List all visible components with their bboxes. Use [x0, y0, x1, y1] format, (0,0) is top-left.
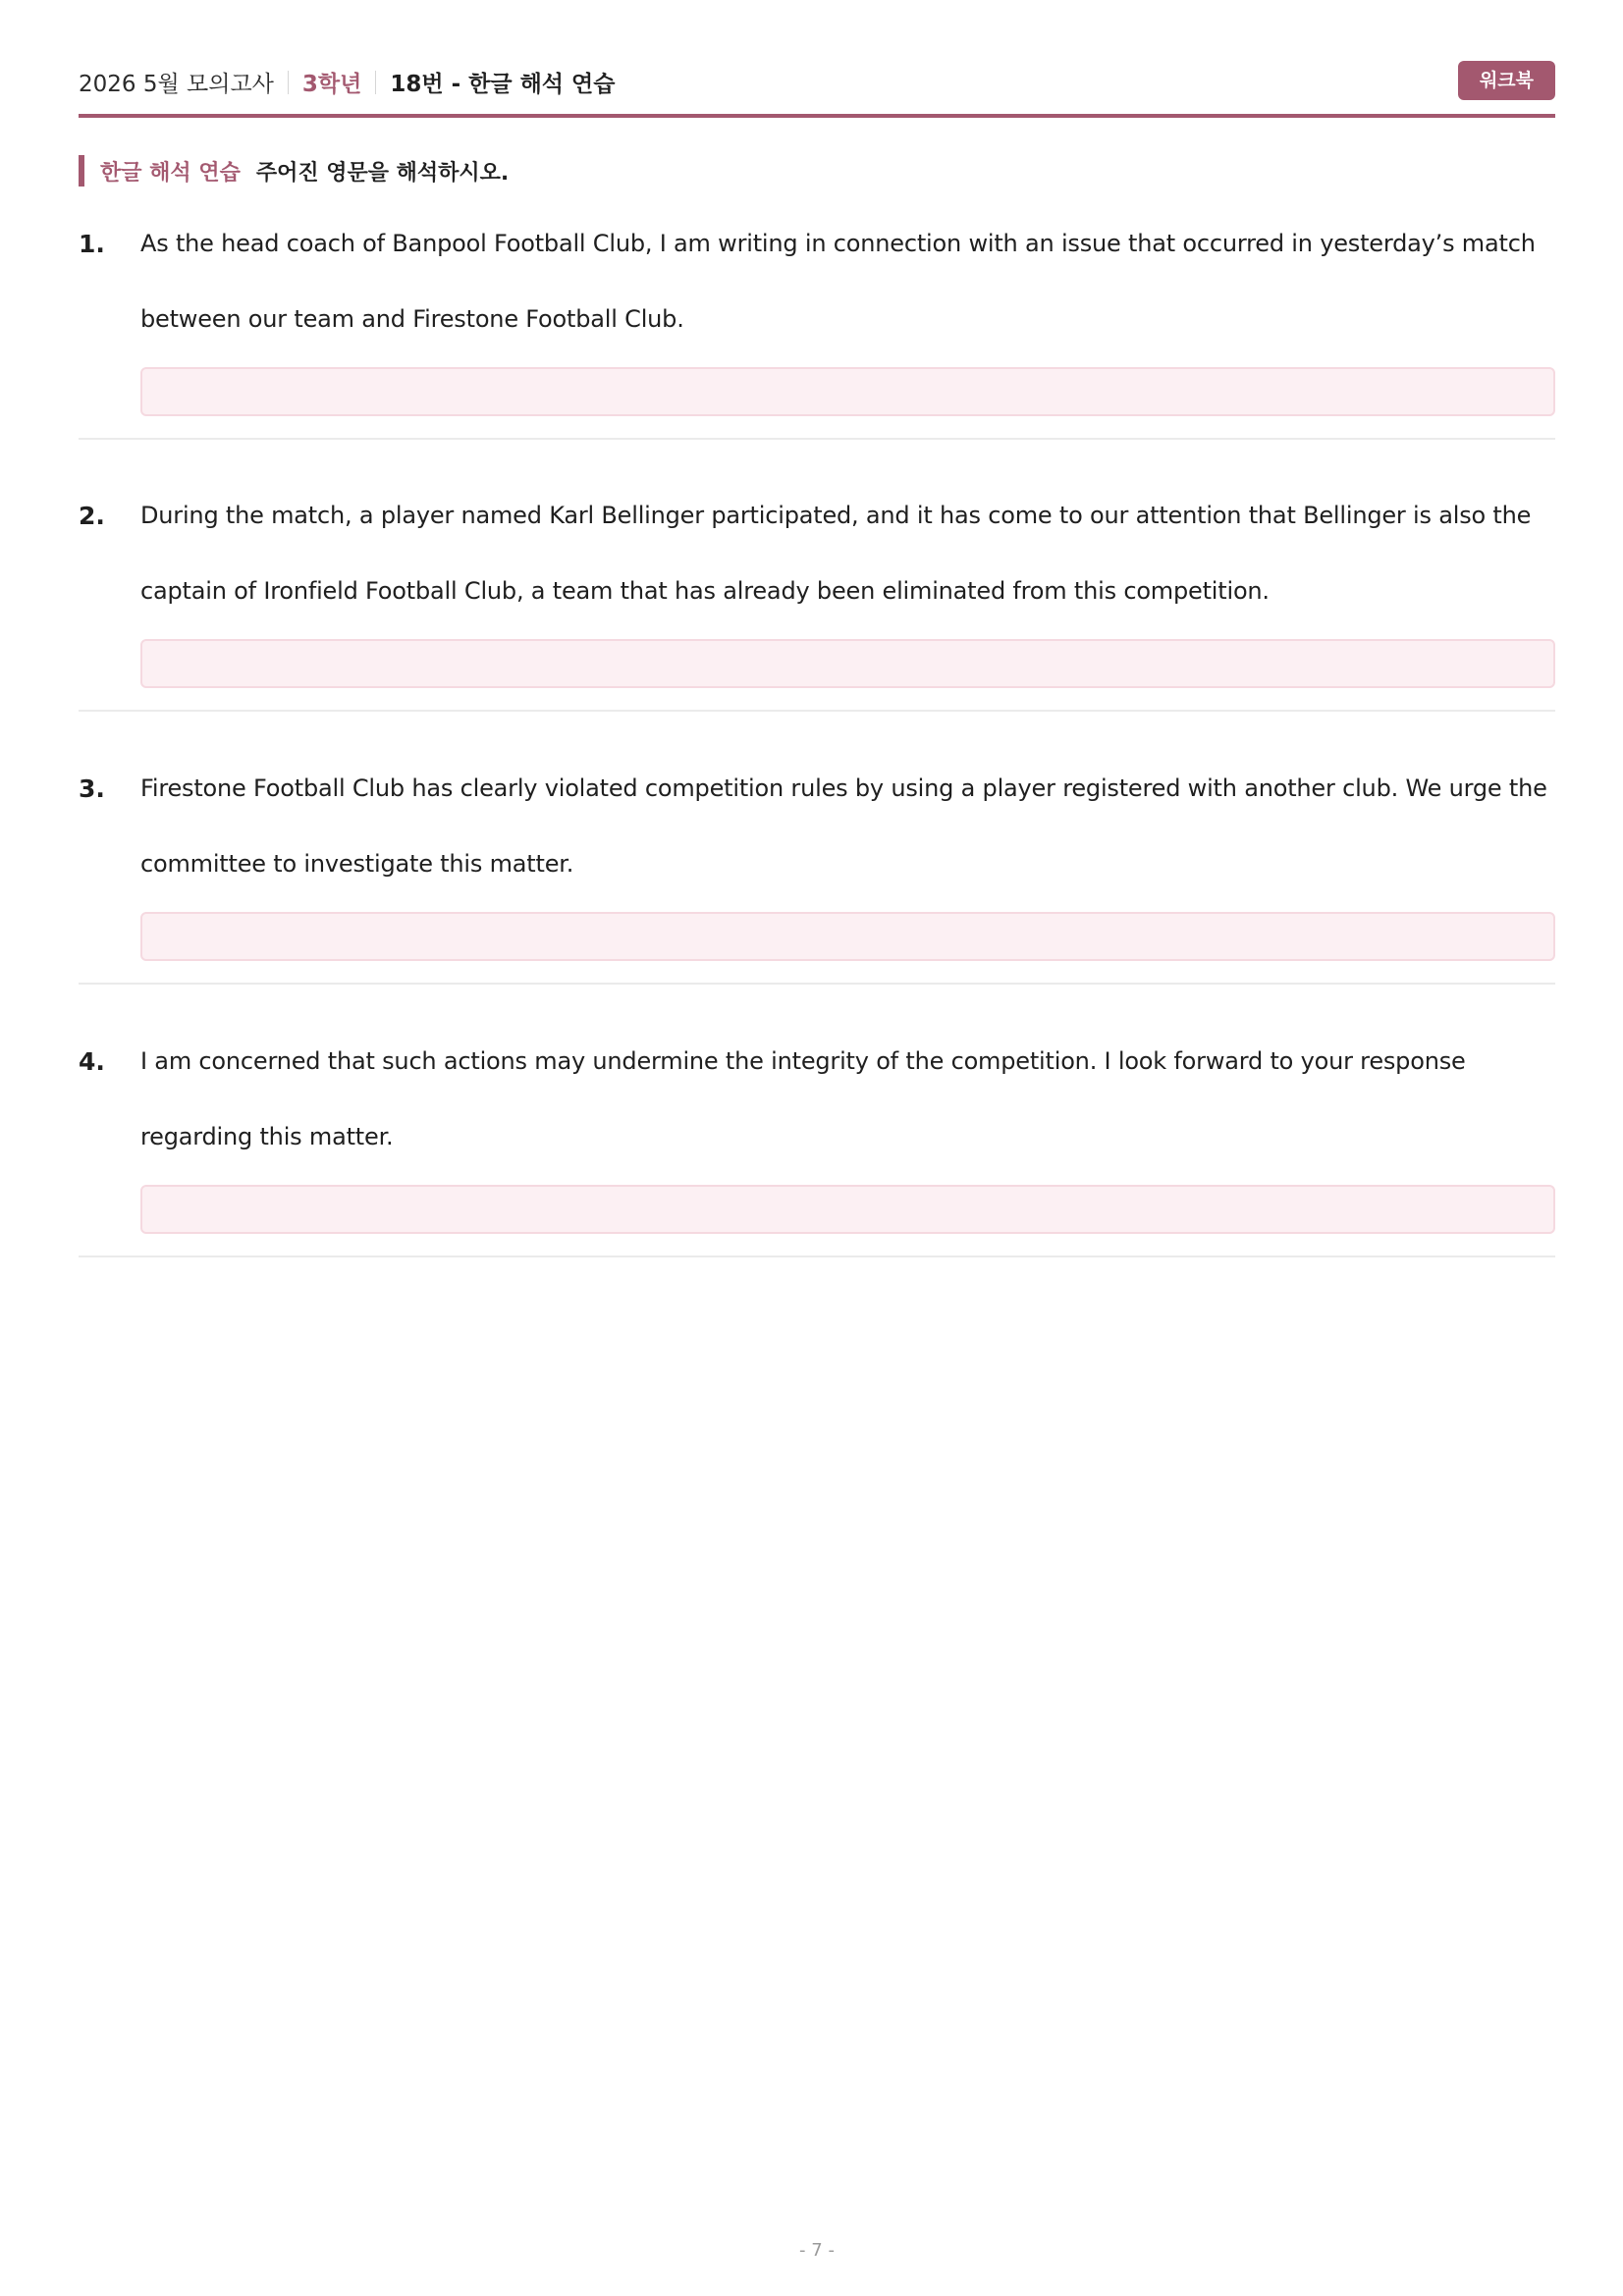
divider: [375, 71, 376, 94]
question-number: 1.: [79, 230, 105, 258]
question-item: [79, 1043, 1555, 1257]
divider: [288, 71, 289, 94]
page-number: - 7 -: [799, 2240, 835, 2261]
answer-field[interactable]: [140, 639, 1555, 688]
question-number: 3.: [79, 774, 105, 803]
question-item: [79, 498, 1555, 712]
section-accent-bar: [79, 155, 84, 187]
question-text: During the match, a player named Karl Bellinger participated, and it has come to our attention that Bellinger is also the captain of Ironfield Football Club, a team that has already been eliminated from this competition.: [140, 502, 1532, 605]
page-title: 18번 - 한글 해석 연습: [390, 72, 616, 97]
question-number: 4.: [79, 1047, 105, 1076]
worksheet-page: [79, 0, 1555, 2296]
answer-field[interactable]: [140, 1185, 1555, 1234]
answer-field[interactable]: [140, 912, 1555, 961]
answer-field[interactable]: [140, 367, 1555, 416]
question-item: [79, 771, 1555, 985]
section-tag: 한글 해석 연습: [100, 160, 241, 186]
section-instruction: 주어진 영문을 해석하시오.: [255, 160, 510, 186]
question-text: As the head coach of Banpool Football Club, I am writing in connection with an issue that occurred in yesterday’s match between our team and Firestone Football Club.: [140, 230, 1536, 333]
question-text: Firestone Football Club has clearly violated competition rules by using a player registered with another club. We urge the committee to investigate this matter.: [140, 774, 1547, 878]
question-item: [79, 226, 1555, 440]
exam-label: 2026 5월 모의고사: [79, 72, 274, 97]
grade-label: 3학년: [301, 72, 362, 97]
question-text: I am concerned that such actions may undermine the integrity of the competition. I look forward to your response regarding this matter.: [140, 1047, 1466, 1150]
workbook-badge: 워크북: [1458, 61, 1555, 100]
question-number: 2.: [79, 502, 105, 530]
section-heading: [79, 155, 509, 187]
page-header: [79, 61, 1555, 118]
breadcrumb: [79, 66, 615, 98]
